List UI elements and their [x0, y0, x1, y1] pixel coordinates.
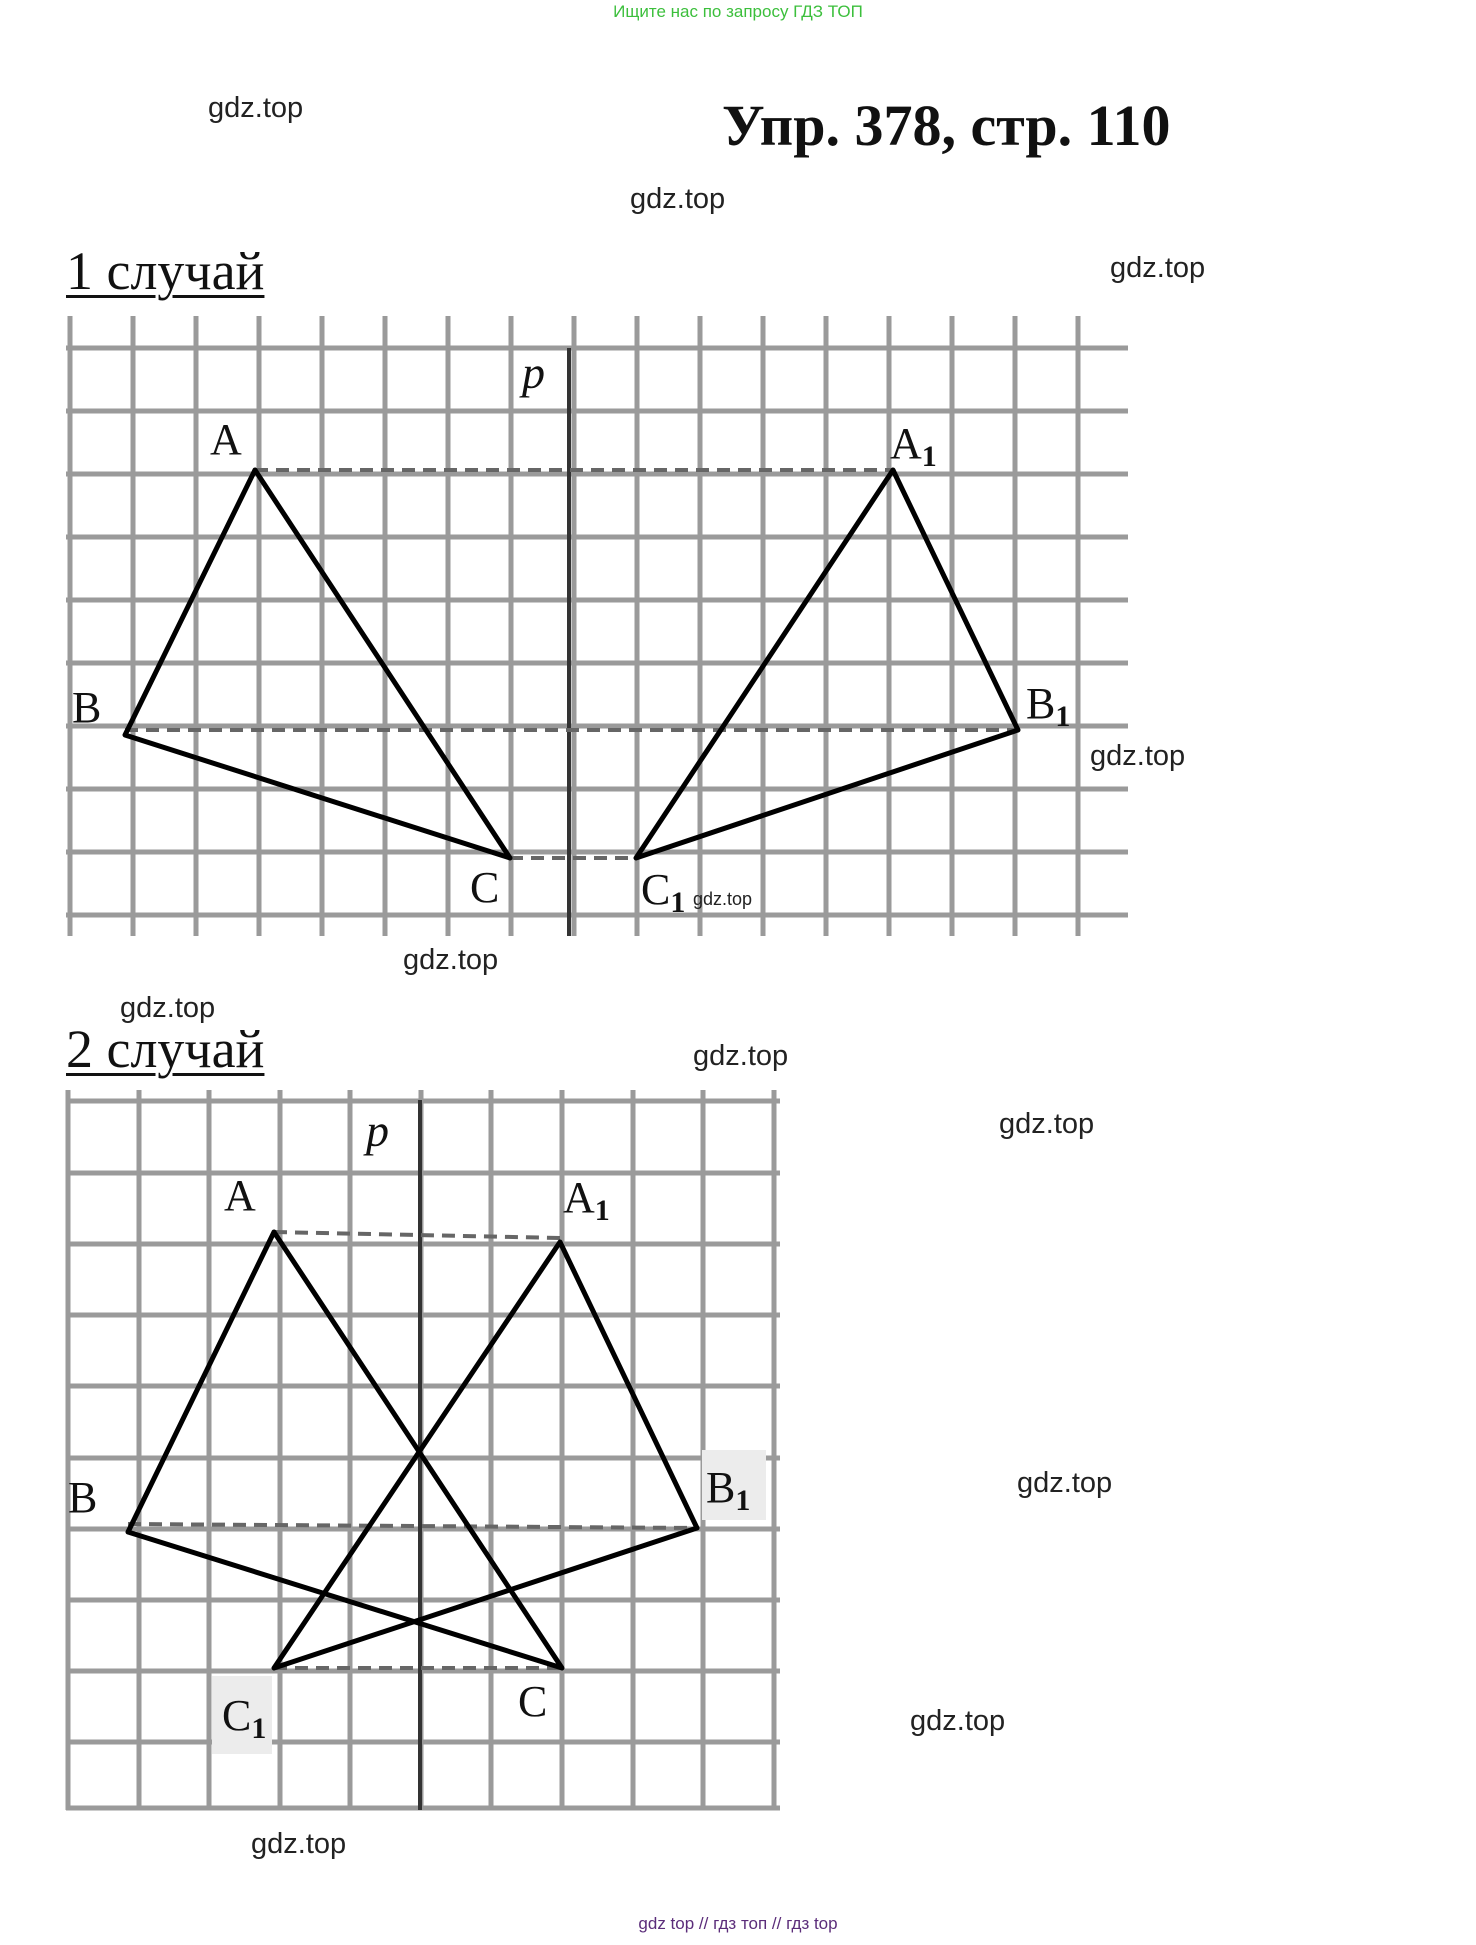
watermark: gdz.top	[1017, 1467, 1113, 1499]
case-1-heading: 1 случай	[66, 241, 265, 301]
watermark: gdz.top	[251, 1828, 347, 1860]
watermark: gdz.top	[999, 1108, 1095, 1140]
vertex-label-b1: B1	[1026, 679, 1071, 733]
watermark: gdz.top	[630, 183, 726, 215]
watermark: gdz.top	[1090, 740, 1186, 772]
vertex-label-a: A	[210, 415, 242, 464]
case-1-axis-label: p	[522, 347, 545, 398]
case-2-heading: 2 случай	[66, 1019, 265, 1079]
watermark: gdz.top	[693, 889, 753, 909]
vertex-label-c: C	[470, 863, 500, 912]
vertex-label-b1: B1	[706, 1463, 751, 1517]
vertex-label-c1: C1	[641, 865, 686, 919]
case-2-triangle-abc	[128, 1232, 562, 1668]
vertex-label-c: C	[518, 1677, 548, 1726]
vertex-label-c1: C1	[222, 1691, 267, 1745]
watermark: gdz.top	[208, 92, 304, 124]
case-2-axis-label: p	[366, 1105, 389, 1156]
watermark: gdz.top	[910, 1705, 1006, 1737]
vertex-label-b: B	[72, 683, 102, 732]
case-2-dash-a	[274, 1232, 560, 1238]
vertex-label-a: A	[224, 1171, 256, 1220]
vertex-label-b: B	[68, 1473, 98, 1522]
watermark: gdz.top	[1110, 252, 1206, 284]
footer: gdz top // гдз топ // гдз top	[638, 1914, 838, 1933]
watermark: gdz.top	[403, 944, 499, 976]
watermark: gdz.top	[693, 1040, 789, 1072]
page-title: Упр. 378, стр. 110	[722, 93, 1171, 158]
vertex-label-a1: A1	[890, 419, 937, 473]
vertex-label-a1: A1	[563, 1173, 610, 1227]
watermark: gdz.top	[120, 992, 216, 1024]
top-banner: Ищите нас по запросу ГДЗ ТОП	[613, 2, 863, 21]
